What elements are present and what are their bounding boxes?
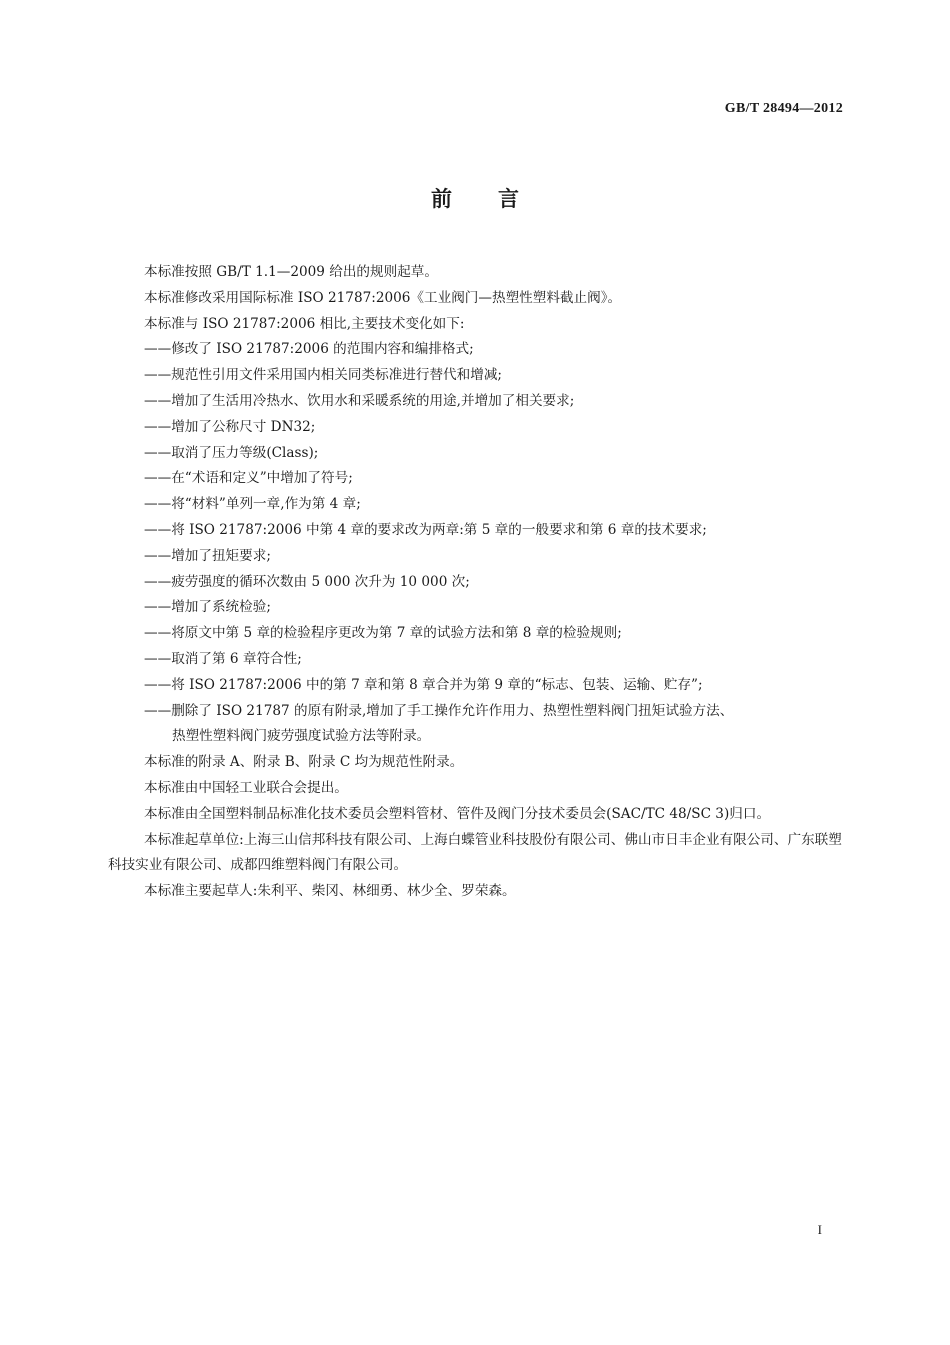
paragraph: 本标准由中国轻工业联合会提出。 [144, 779, 348, 796]
paragraph: 本标准主要起草人:朱利平、柴冈、林细勇、林少全、罗荣森。 [144, 883, 516, 900]
list-item: ——修改了 ISO 21787:2006 的范围内容和编排格式; [144, 341, 474, 358]
list-item: ——将 ISO 21787:2006 中的第 7 章和第 8 章合并为第 9 章的“标志、包装、运输、贮存”; [144, 676, 703, 693]
page-title: 前言 [431, 187, 565, 211]
paragraph: 本标准按照 GB/T 1.1—2009 给出的规则起草。 [144, 264, 438, 280]
paragraph: 本标准修改采用国际标准 ISO 21787:2006《工业阀门—热塑性塑料截止阀》。 [144, 289, 622, 306]
list-item: ——将 ISO 21787:2006 中第 4 章的要求改为两章:第 5 章的一般要求和第 6 章的技术要求; [144, 521, 707, 538]
standard-number: GB/T 28494—2012 [724, 101, 843, 116]
page-number: I [817, 1222, 822, 1237]
list-item: ——增加了公称尺寸 DN32; [144, 418, 316, 435]
list-item: ——取消了压力等级(Class); [144, 444, 319, 461]
list-item: ——增加了扭矩要求; [144, 547, 271, 564]
list-item: ——将“材料”单列一章,作为第 4 章; [144, 496, 361, 513]
list-item: ——规范性引用文件采用国内相关同类标准进行替代和增减; [144, 367, 503, 384]
list-item: ——疲劳强度的循环次数由 5 000 次升为 10 000 次; [144, 573, 470, 590]
paragraph: 本标准起草单位:上海三山信邦科技有限公司、上海白蝶管业科技股份有限公司、佛山市日丰企业有限公司、广东联塑科技实业有限公司、成都四维塑料阀门有限公司。 [108, 831, 842, 874]
list-item: ——将原文中第 5 章的检验程序更改为第 7 章的试验方法和第 8 章的检验规则; [144, 625, 622, 642]
list-item: ——增加了生活用冷热水、饮用水和采暖系统的用途,并增加了相关要求; [144, 392, 575, 409]
paragraph: 本标准与 ISO 21787:2006 相比,主要技术变化如下: [144, 315, 465, 332]
list-item-continuation: 热塑性塑料阀门疲劳强度试验方法等附录。 [172, 728, 431, 745]
list-item: ——增加了系统检验; [144, 599, 271, 616]
list-item: ——删除了 ISO 21787 的原有附录,增加了手工操作允许作用力、热塑性塑料阀门扭矩试验方法、 [144, 702, 734, 719]
paragraph: 本标准的附录 A、附录 B、附录 C 均为规范性附录。 [144, 754, 464, 771]
preface-body [108, 260, 848, 905]
paragraph: 本标准由全国塑料制品标准化技术委员会塑料管材、管件及阀门分技术委员会(SAC/TC 48/SC 3)归口。 [144, 805, 771, 822]
list-item: ——在“术语和定义”中增加了符号; [144, 470, 353, 487]
list-item: ——取消了第 6 章符合性; [144, 650, 302, 667]
